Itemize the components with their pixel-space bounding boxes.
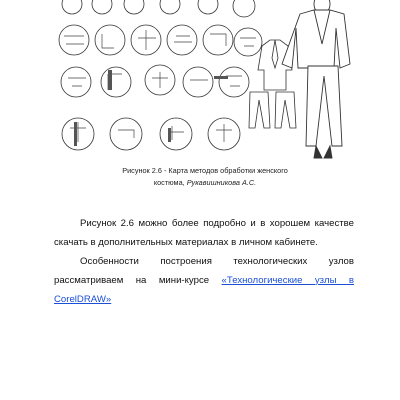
- seam-detail-circle: [167, 25, 197, 55]
- paragraph-mini-course-text: Особенности построения технологических узлов рассматриваем на мини-курсе: [54, 255, 354, 286]
- seam-detail-circle: [61, 67, 91, 97]
- seam-detail-circle: [198, 0, 218, 14]
- paragraph-mini-course: [54, 252, 354, 309]
- seam-detail-circle: [183, 67, 213, 97]
- seam-detail-circle: [92, 0, 112, 14]
- seam-detail-circle: [233, 0, 255, 17]
- seam-detail-circle: [234, 28, 262, 56]
- figure-caption: [60, 165, 350, 189]
- seam-detail-circle: [160, 118, 192, 150]
- caption-author: Рукавишникова А.С.: [186, 178, 257, 187]
- seam-detail-circle: [62, 0, 82, 14]
- caption-line-1: Рисунок 2.6 - Карта методов обработки женского: [122, 166, 288, 175]
- caption-prefix: костюма,: [153, 178, 187, 187]
- seam-detail-circle: [219, 67, 249, 97]
- seam-detail-circle: [101, 67, 131, 97]
- garment-methods-map-figure: [0, 0, 400, 162]
- mini-course-link[interactable]: «Технологические узлы в CorelDRAW»: [54, 274, 354, 305]
- paragraph-download: Рисунок 2.6 можно более подробно и в хорошем качестве скачать в дополнительных материалах в личном кабинете.: [54, 217, 354, 248]
- seam-detail-circle: [59, 25, 89, 55]
- trousers-flat-sketch: [249, 92, 270, 128]
- seam-detail-circle: [160, 0, 180, 14]
- caption-line-2: [60, 177, 350, 189]
- seam-detail-circle: [124, 0, 144, 14]
- seam-detail-circle: [110, 118, 142, 150]
- trousers-flat-sketch: [275, 92, 296, 128]
- seam-detail-circles: [59, 0, 262, 150]
- seam-detail-circle: [95, 25, 125, 55]
- woman-suit-illustration: [282, 0, 350, 158]
- seam-detail-circle: [203, 25, 233, 55]
